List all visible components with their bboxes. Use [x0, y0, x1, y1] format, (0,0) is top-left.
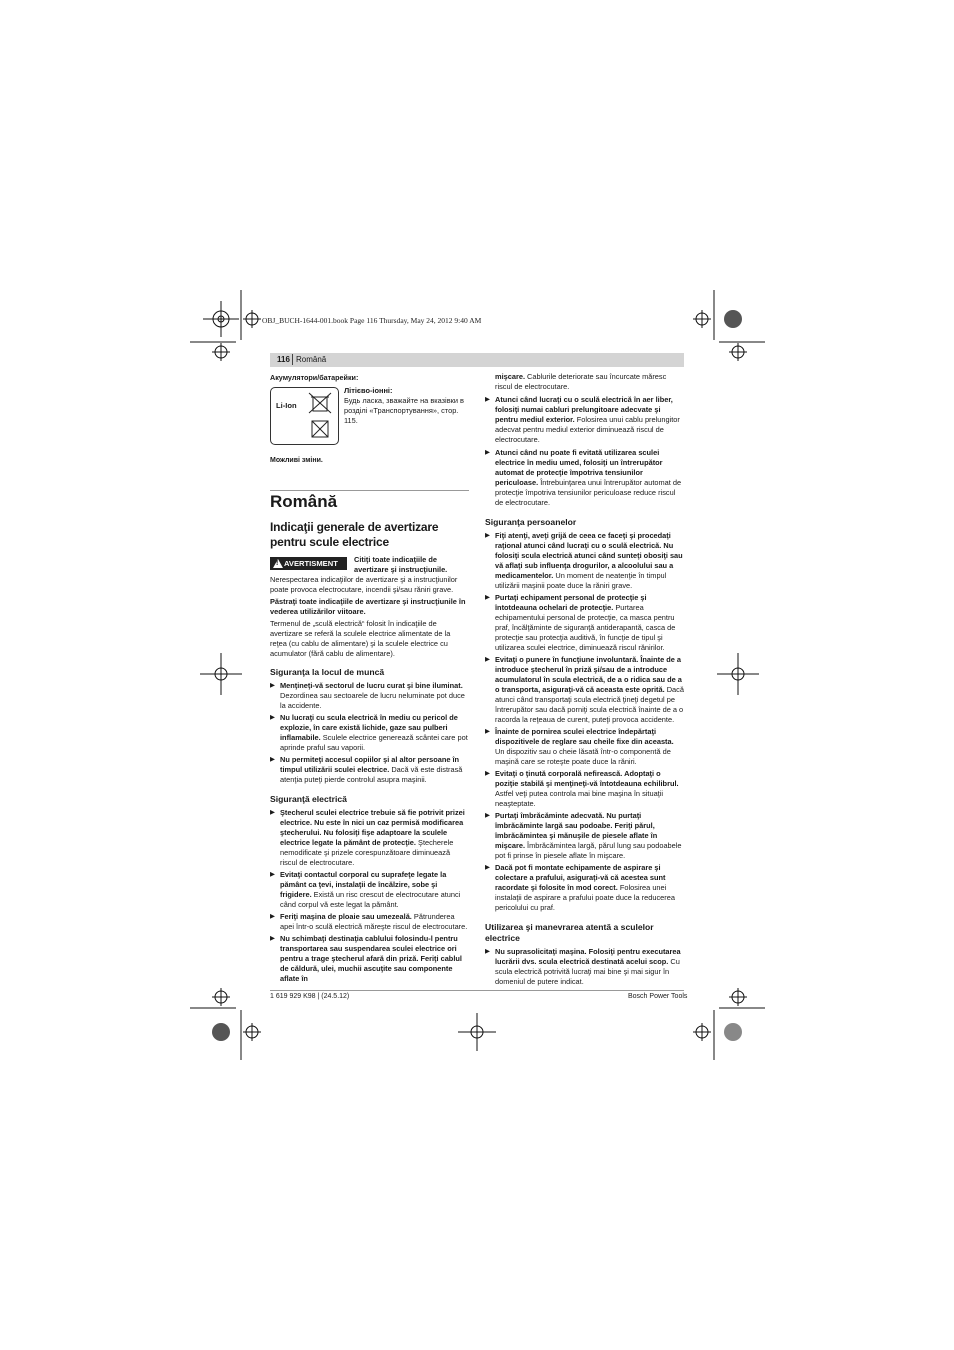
- electrical-list: [270, 808, 469, 984]
- list-item: ▶ Evitaţi contactul corporal cu suprafeţe legate la pământ ca ţevi, instalaţii de încălzire, sobe şi frigidere. Există un risc crescut de electrocutare atunci când corpul vă este legat la pământ.: [270, 870, 469, 910]
- list-item: ▶ Nu permiteţi accesul copiilor şi al altor persoane în timpul utilizării sculei electrice. Dacă vă este distrasă atenţia puteţi pierde controlul asupra maşinii.: [270, 755, 469, 785]
- warning-badge: [270, 557, 347, 570]
- section-subtitle: Indicaţii generale de avertizare pentru scule electrice: [270, 520, 439, 549]
- ua-battery-section: [270, 373, 469, 383]
- file-info: OBJ_BUCH-1644-001.book Page 116 Thursday, May 24, 2012 9:40 AM: [262, 316, 482, 325]
- exclamation-icon: !: [276, 560, 279, 567]
- list-item: ▶ Înainte de pornirea sculei electrice îndepărtaţi dispozitivele de reglare sau cheile fixe din aceasta. Un dispozitiv sau o cheie lăsată într-o componentă de maşină care se roteşte poate duce la răniri.: [485, 727, 684, 767]
- list-item: ▶ Menţineţi-vă sectorul de lucru curat şi bine iluminat. Dezordinea sau sectoarele de lucru neluminate pot duce la accidente.: [270, 681, 469, 711]
- list-item: ▶ Ştecherul sculei electrice trebuie să fie potrivit prizei electrice. Nu este în nici un caz permisă modificarea ştecherului. Nu folosiţi fişe adaptoare la sculele electrice legate la pământ de protecţie. Ştecherele nemodificate şi prizele corespunzătoare diminuează riscul de electrocutare.: [270, 808, 469, 868]
- page-number: 116: [277, 355, 290, 364]
- list-item: ▶ Nu suprasolicitaţi maşina. Folosiţi pentru executarea lucrării dvs. scula electrică destinată acelui scop. Cu scula electrică potrivită lucraţi mai bine şi mai sigur în domeniul de putere indicat.: [485, 947, 684, 987]
- header-divider: [292, 354, 293, 365]
- warning-label: AVERTISMENT: [284, 559, 338, 568]
- li-ion-text: Будь ласка, зважайте на вказівки в розділі «Транспортування», стор. 115.: [344, 396, 464, 425]
- ua-note: Можливі зміни.: [270, 457, 323, 464]
- list-item: ▶ Atunci când nu poate fi evitată utilizarea sculei electrice în mediu umed, folosiţi un întrerupător automat de protecţie împotriva tensiunilor periculoase. Întrebuinţarea unui întrerupător automat de protecţie împotriva tensiunilor periculoase reduce riscul de electrocutare.: [485, 448, 684, 508]
- continued-item: mişcare. Cablurile deteriorate sau încurcate măresc riscul de electrocutare.: [495, 372, 667, 391]
- header-language: Română: [296, 355, 327, 364]
- keep-instructions: Păstraţi toate indicaţiile de avertizare şi instrucţiunile în vederea utilizărilor viitoare.: [270, 597, 466, 616]
- list-item: ▶ Dacă pot fi montate echipamente de aspirare şi colectare a prafului, asiguraţi-vă că acestea sunt racordate şi folosite în mod corect. Folosirea unei instalaţii de aspirare a prafului poate duce la reducerea pericolului cu praf.: [485, 863, 684, 913]
- list-item: ▶ Fiţi atenţi, aveţi grijă de ceea ce faceţi şi procedaţi raţional atunci când lucraţi cu o sculă electrică. Nu folosiţi scula electrică atunci când sunteţi obosiţi sau vă aflaţi sub influenţa drogurilor, a alcoolului sau a medicamentelor. Un moment de neatenţie în timpul utilizării maşinii poate duce la răniri grave.: [485, 531, 684, 591]
- li-ion-label: Li-Ion: [276, 401, 297, 410]
- list-item: ▶ Nu lucraţi cu scula electrică în mediu cu pericol de explozie, în care există lichide, gaze sau pulberi inflamabile. Sculele electrice generează scântei care pot aprinde praful sau vaporii.: [270, 713, 469, 753]
- footer-doc-number: 1 619 929 K98 | (24.5.12): [270, 993, 350, 1000]
- usage-list: [485, 947, 684, 987]
- li-ion-info: [344, 386, 469, 426]
- recycle-bin-icon: [306, 391, 334, 441]
- warning-text: Nerespectarea indicaţiilor de avertizare şi a instrucţiunilor poate provoca electrocutare, incendii şi/sau răniri grave.: [270, 575, 458, 594]
- page-header: [270, 353, 684, 367]
- warning-bold-text: Citiţi toate indicaţiile de avertizare şi instrucţiunile.: [354, 555, 448, 574]
- footer-brand: Bosch Power Tools: [628, 993, 688, 1000]
- li-ion-title: Літієво-іонні:: [344, 386, 393, 395]
- left-column: [270, 575, 469, 984]
- work-area-list: [270, 681, 469, 785]
- list-item: ▶ Feriţi maşina de ploaie sau umezeală. Pătrunderea apei într-o sculă electrică măreşte riscul de electrocutare.: [270, 912, 469, 932]
- work-area-heading: Siguranţa la locul de muncă: [270, 667, 385, 677]
- list-item: ▶ Evitaţi o ţinută corporală nefirească. Adoptaţi o poziţie stabilă şi menţineţi-vă întotdeauna echilibrul. Astfel veţi putea controla mai bine maşina în situaţii neaşteptate.: [485, 769, 684, 809]
- list-item: ▶ Purtaţi îmbrăcăminte adecvată. Nu purtaţi îmbrăcăminte largă sau podoabe. Feriţi părul, îmbrăcămintea şi mănuşile de piesele aflate în mişcare. Îmbrăcămintea largă, părul lung sau podoabele pot fi prinse în piesele aflate în mişcare.: [485, 811, 684, 861]
- list-item: ▶ Purtaţi echipament personal de protecţie şi întotdeauna ochelari de protecţie. Purtarea echipamentului personal de protecţie, ca masca pentru praf, încălţăminte de siguranţă antiderapantă, casca de protecţie sau protecţia auditivă, în funcţie de tipul şi utilizarea sculei electrice, diminuează riscul rănirilor.: [485, 593, 684, 653]
- ua-heading: Акумулятори/батарейки:: [270, 373, 359, 382]
- warning-heading-block: [354, 555, 470, 575]
- li-ion-symbol: [270, 387, 339, 445]
- term-definition: Termenul de „sculă electrică“ folosit în indicaţiile de avertizare se referă la sculele electrice alimentate de la reţea (cu cablu de alimentare) şi la sculele electrice cu acumulator (fără cablu de alimentare).: [270, 619, 451, 658]
- personal-list: [485, 531, 684, 913]
- electrical-heading: Siguranţă electrică: [270, 794, 347, 804]
- list-item: ▶ Nu schimbaţi destinaţia cablului folosindu-l pentru transportarea sau suspendarea sculei electrice ori pentru a trage ştecherul afară din priză. Feriţi cablul de căldură, ulei, muchii ascuţite sau componente aflate în: [270, 934, 469, 984]
- personal-heading: Siguranţa persoanelor: [485, 517, 577, 527]
- right-column: [485, 372, 684, 987]
- footer-rule: [270, 990, 684, 991]
- language-title: Română: [270, 492, 338, 511]
- section-rule: [270, 490, 469, 491]
- list-item: ▶ Atunci când lucraţi cu o sculă electrică în aer liber, folosiţi numai cabluri prelungitoare adecvate şi pentru mediul exterior. Folosirea unui cablu prelungitor adecvat pentru mediul exterior diminuează riscul de electrocutare.: [485, 395, 684, 445]
- ua-note-block: [270, 456, 469, 466]
- usage-heading: Utilizarea şi manevrarea atentă a sculelor electrice: [485, 922, 654, 943]
- list-item: ▶ Evitaţi o punere în funcţiune involuntară. Înainte de a introduce ştecherul în priză şi/sau de a introduce acumulatorul în scula electrică, de a o ridica sau de a o transporta, asiguraţi-vă că aceasta este oprită. Dacă atunci când transportaţi scula electrică ţineţi degetul pe întrerupător sau dacă porniţi scula electrică înainte de a o racorda la reţeaua de curent, puteţi provoca accidente.: [485, 655, 684, 725]
